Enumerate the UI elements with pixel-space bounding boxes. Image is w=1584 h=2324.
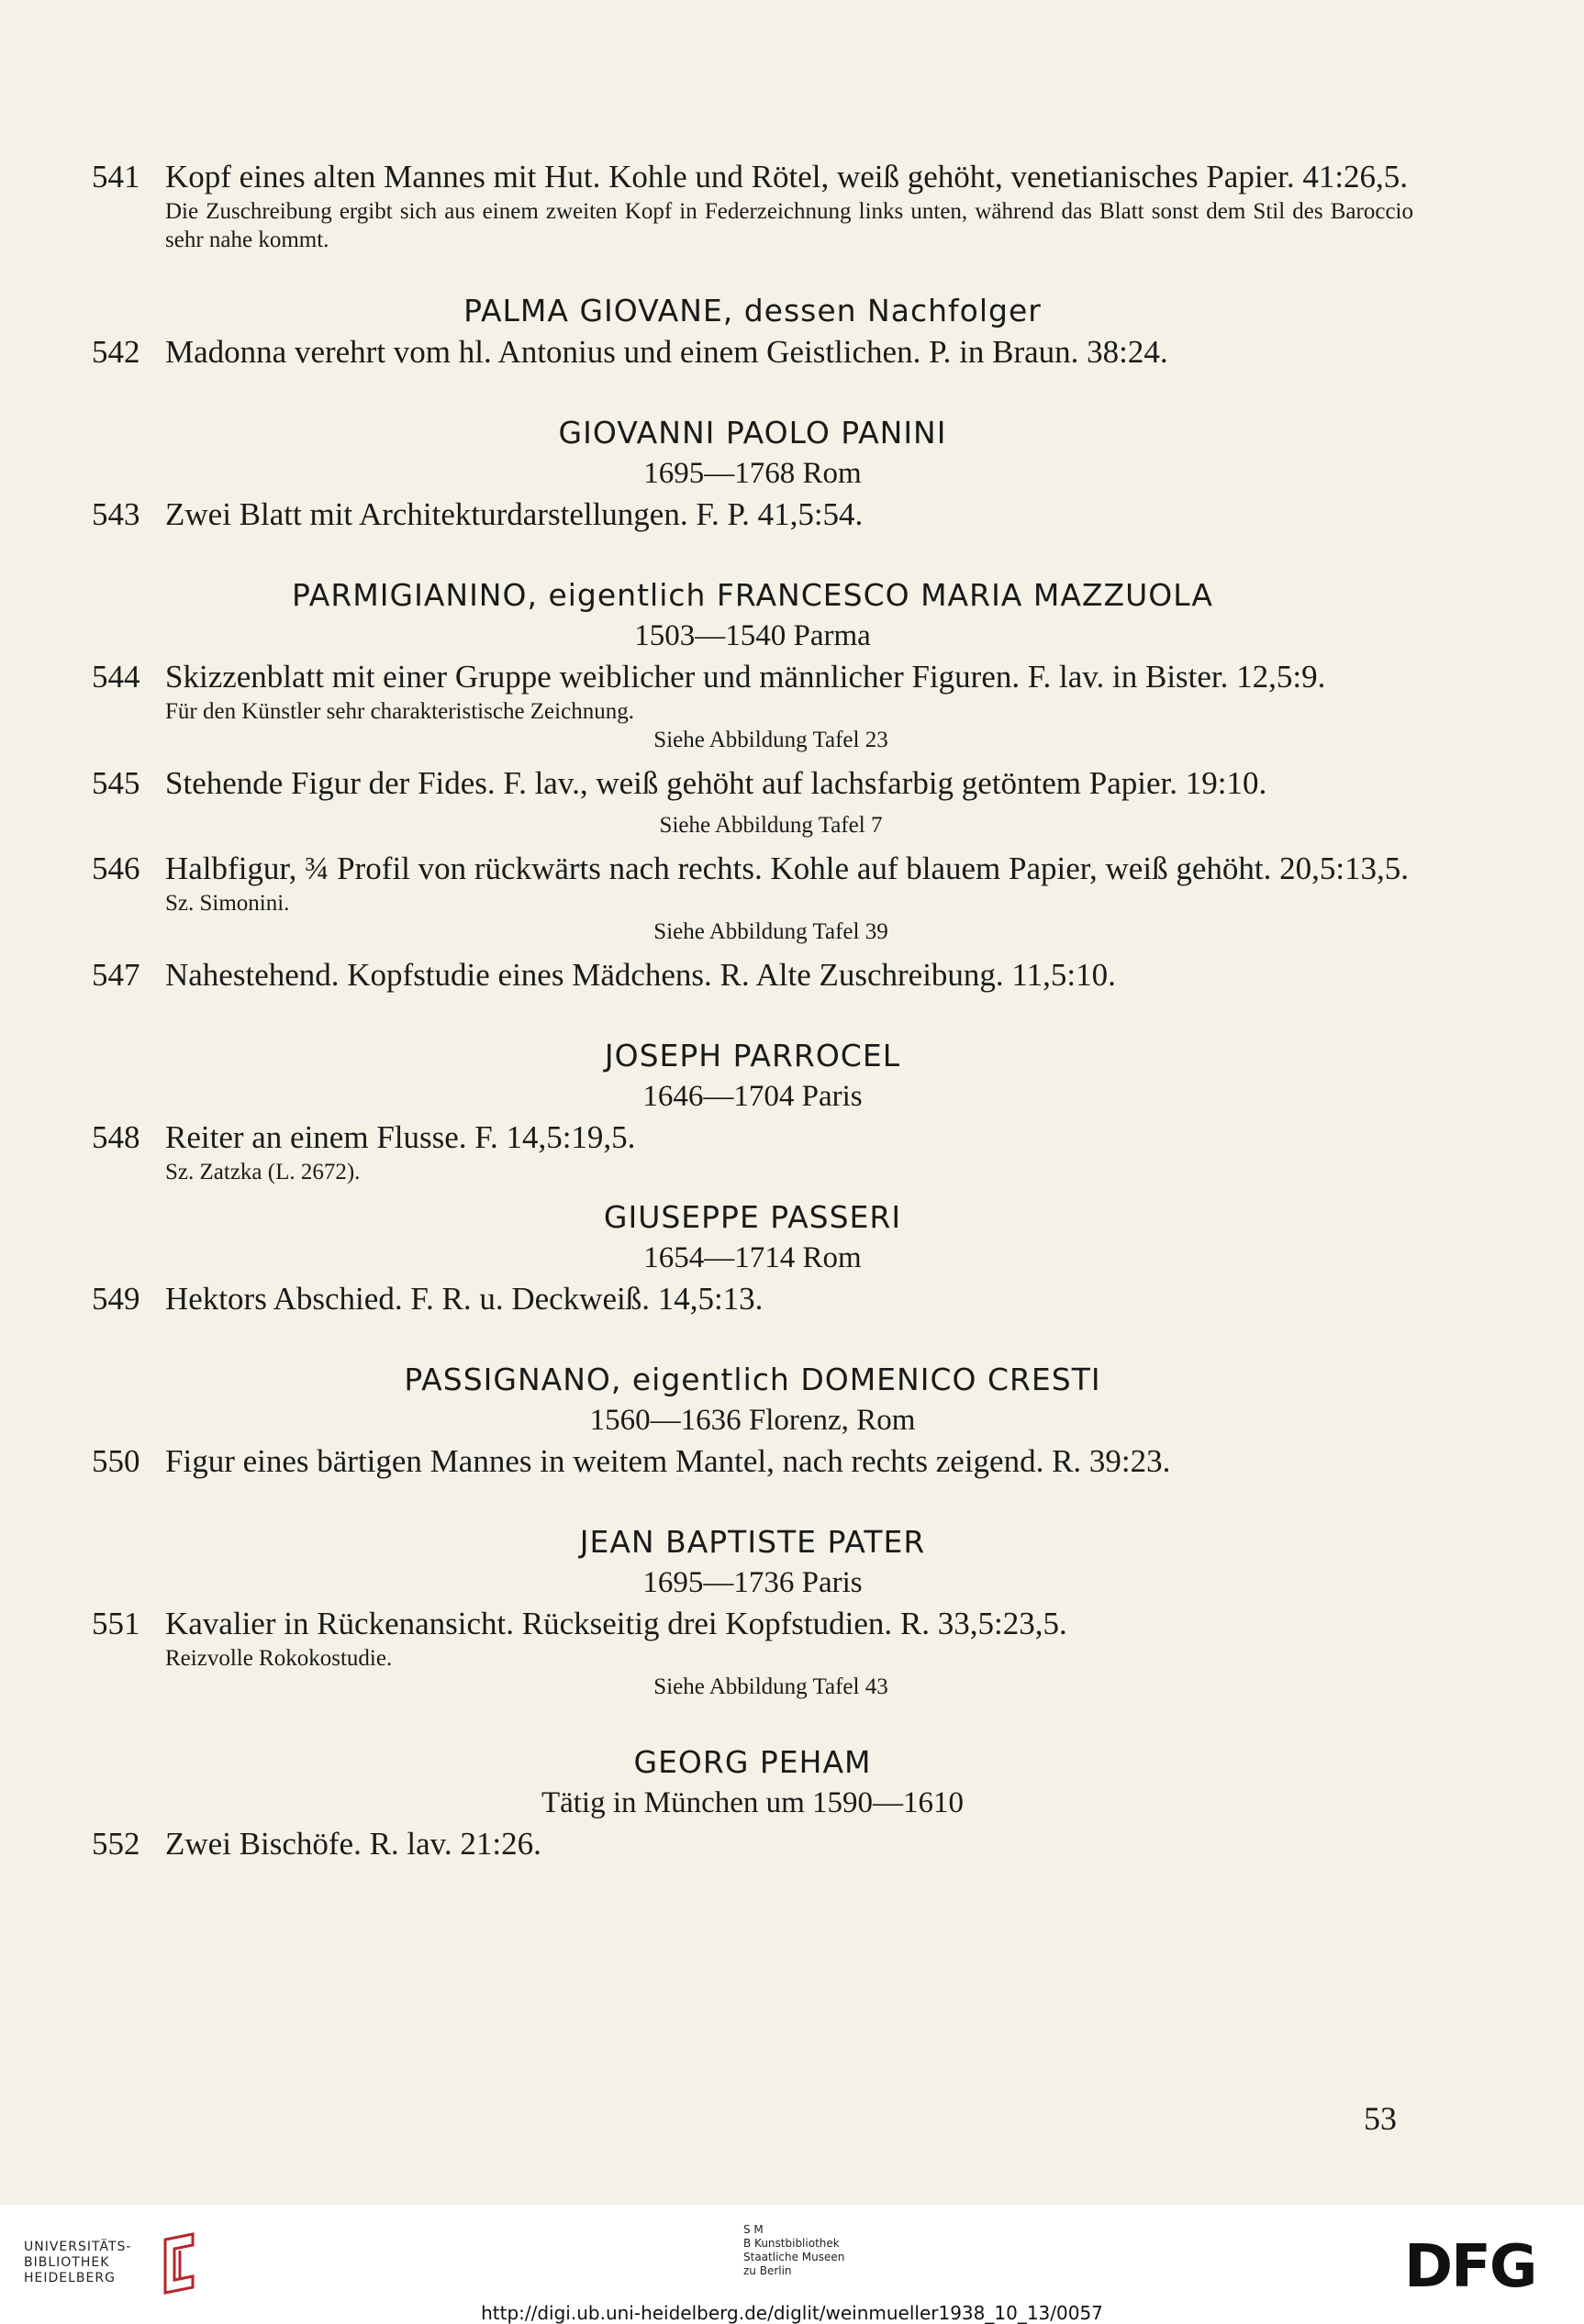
entry-note: Sz. Simonini. (165, 891, 290, 916)
entry-544 (92, 656, 1413, 697)
entry-542 (92, 331, 1413, 373)
smb-kunstbibliothek-logo[interactable]: S M B Kunstbibliothek Staatliche Museen zu Berlin (743, 2223, 845, 2277)
entry-548 (92, 1117, 1413, 1158)
entry-note: Für den Künstler sehr charakteristische Zeichnung. (165, 699, 634, 724)
plate-reference: Siehe Abbildung Tafel 7 (659, 813, 883, 838)
entry-description: Halbfigur, ¾ Profil von rückwärts nach rechts. Kohle auf blauem Papier, weiß gehöht. 20,5:13,5. (165, 851, 1410, 886)
page-number: 53 (1364, 2100, 1397, 2137)
entry-description: Skizzenblatt mit einer Gruppe weiblicher und männlicher Figuren. F. lav. in Bister. 12,5:9. (165, 659, 1326, 695)
catalog-text (92, 156, 1413, 1864)
artist-dates: 1560—1636 Florenz, Rom (589, 1404, 916, 1437)
digitization-footer (0, 2205, 1584, 2324)
entry-551 (92, 1603, 1413, 1644)
entry-552 (92, 1823, 1413, 1864)
entry-number: 542 (92, 334, 140, 370)
source-url-link[interactable]: http://digi.ub.uni-heidelberg.de/diglit/weinmueller1938_10_13/0057 (481, 2302, 1103, 2324)
entry-description: Madonna verehrt vom hl. Antonius und einem Geistlichen. P. in Braun. 38:24. (165, 334, 1168, 370)
entry-description: Hektors Abschied. F. R. u. Deckweiß. 14,5:13. (165, 1281, 764, 1317)
entry-541 (92, 156, 1413, 197)
entry-number: 545 (92, 765, 140, 801)
artist-heading: PASSIGNANO, eigentlich DOMENICO CRESTI (404, 1362, 1101, 1397)
entry-number: 543 (92, 496, 140, 532)
artist-dates: 1646—1704 Paris (642, 1080, 863, 1113)
artist-dates: 1695—1768 Rom (643, 457, 862, 490)
entry-description: Kopf eines alten Mannes mit Hut. Kohle und Rötel, weiß gehöht, venetianisches Papier. 41:26,5. (165, 159, 1409, 195)
artist-dates: 1503—1540 Parma (634, 619, 871, 652)
entry-number: 551 (92, 1606, 140, 1641)
entry-number: 549 (92, 1281, 140, 1317)
entry-note: Reizvolle Rokokostudie. (165, 1646, 393, 1671)
artist-dates: 1695—1736 Paris (642, 1566, 863, 1599)
entry-550 (92, 1440, 1413, 1482)
entry-number: 547 (92, 957, 140, 993)
artist-heading: GIUSEPPE PASSERI (603, 1199, 902, 1235)
artist-heading: PALMA GIOVANE, dessen Nachfolger (463, 293, 1042, 328)
library-mark-icon (152, 2232, 207, 2296)
entry-number: 546 (92, 851, 140, 886)
entry-number: 541 (92, 159, 140, 195)
artist-heading: JEAN BAPTISTE PATER (579, 1524, 926, 1560)
entry-546 (92, 848, 1413, 889)
entry-number: 548 (92, 1119, 140, 1155)
artist-heading: GEORG PEHAM (633, 1744, 872, 1780)
university-library-logo[interactable] (24, 2227, 207, 2309)
artist-heading: GIOVANNI PAOLO PANINI (558, 415, 947, 450)
plate-reference: Siehe Abbildung Tafel 39 (653, 919, 888, 944)
entry-547 (92, 954, 1413, 995)
entry-note: Sz. Zatzka (L. 2672). (165, 1160, 361, 1184)
entry-545 (92, 762, 1413, 804)
artist-heading: PARMIGIANINO, eigentlich FRANCESCO MARIA MAZZUOLA (292, 577, 1213, 613)
artist-heading: JOSEPH PARROCEL (604, 1038, 901, 1073)
plate-reference: Siehe Abbildung Tafel 43 (653, 1674, 888, 1699)
entry-description: Zwei Blatt mit Architekturdarstellungen. F. P. 41,5:54. (165, 496, 864, 532)
artist-dates: 1654—1714 Rom (643, 1241, 862, 1274)
library-name: UNIVERSITÄTS- BIBLIOTHEK HEIDELBERG (24, 2240, 132, 2285)
entry-description: Reiter an einem Flusse. F. 14,5:19,5. (165, 1119, 636, 1155)
entry-549 (92, 1278, 1413, 1319)
entry-note: Die Zuschreibung ergibt sich aus einem zweiten Kopf in Federzeichnung links unten, während das Blatt sonst dem Stil des Baroccio sehr nahe kommt. (165, 199, 1413, 252)
entry-number: 550 (92, 1443, 140, 1479)
plate-reference: Siehe Abbildung Tafel 23 (653, 728, 888, 752)
artist-dates: Tätig in München um 1590—1610 (541, 1786, 965, 1819)
dfg-logo[interactable]: DFG (1404, 2233, 1536, 2301)
entry-number: 552 (92, 1826, 140, 1862)
entry-description: Nahestehend. Kopfstudie eines Mädchens. R. Alte Zuschreibung. 11,5:10. (165, 957, 1116, 993)
entry-description: Stehende Figur der Fides. F. lav., weiß gehöht auf lachsfarbig getöntem Papier. 19:10. (165, 765, 1267, 801)
entry-number: 544 (92, 659, 140, 695)
entry-543 (92, 494, 1413, 535)
entry-description: Kavalier in Rückenansicht. Rückseitig drei Kopfstudien. R. 33,5:23,5. (165, 1606, 1067, 1641)
entry-description: Zwei Bischöfe. R. lav. 21:26. (165, 1826, 541, 1862)
entry-description: Figur eines bärtigen Mannes in weitem Mantel, nach rechts zeigend. R. 39:23. (165, 1443, 1171, 1479)
